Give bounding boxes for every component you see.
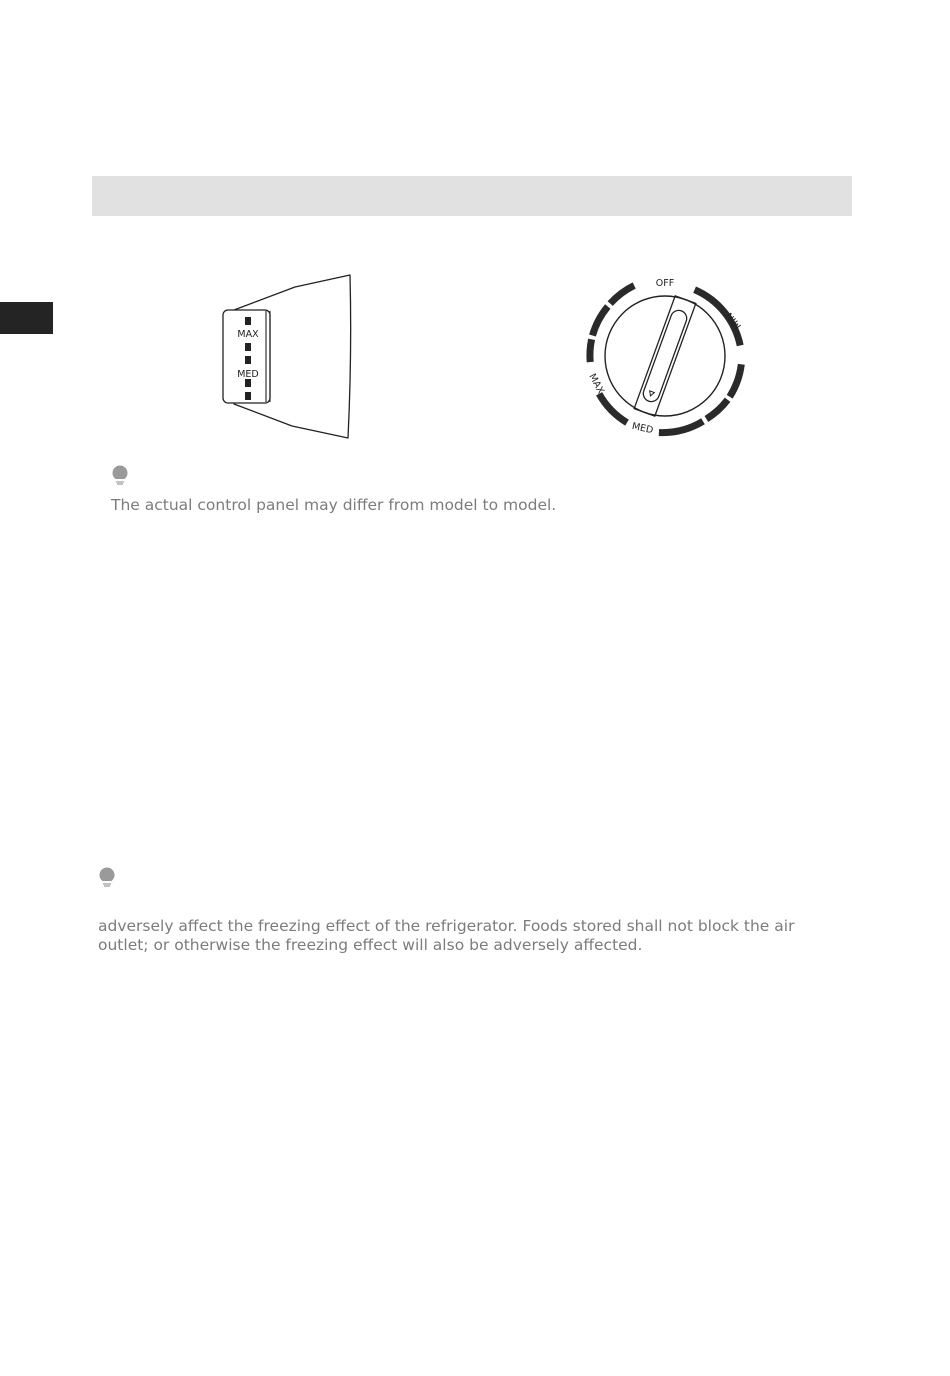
dial-arc-upper-left bbox=[610, 286, 634, 304]
dial-label-off: OFF bbox=[655, 278, 675, 289]
lightbulb-icon bbox=[110, 465, 130, 487]
scale-mark bbox=[245, 317, 251, 325]
slider-label-med: MED bbox=[237, 369, 259, 380]
dial-control-figure bbox=[570, 262, 760, 442]
tip-note-control-panel: The actual control panel may differ from model to model. bbox=[111, 496, 557, 514]
dial-arc-bottom bbox=[659, 421, 703, 432]
scale-mark bbox=[245, 343, 251, 351]
tip-note-line: adversely affect the freezing effect of the refrigerator. Foods stored shall not block the air bbox=[98, 917, 795, 935]
lightbulb-icon bbox=[97, 867, 117, 889]
dial-control-illustration bbox=[570, 262, 760, 442]
dial-arc-left bbox=[593, 307, 608, 336]
scale-mark bbox=[245, 392, 251, 400]
dial-label-max: MAX bbox=[586, 371, 607, 396]
slider-label-max: MAX bbox=[237, 329, 259, 340]
language-side-tab bbox=[0, 302, 53, 334]
slider-control-figure bbox=[200, 260, 370, 450]
section-header-band bbox=[92, 176, 852, 216]
dial-label-med: MED bbox=[630, 420, 655, 437]
dial-arc-lower-left bbox=[590, 339, 592, 362]
scale-mark bbox=[245, 356, 251, 364]
tip-note-freezing-effect bbox=[98, 917, 794, 955]
dial-arc-lower-right bbox=[706, 400, 727, 419]
slider-control-illustration bbox=[200, 260, 370, 450]
tip-note-line: outlet; or otherwise the freezing effect will also be adversely affected. bbox=[98, 936, 643, 954]
dial-label-min: MIN bbox=[724, 310, 744, 332]
dial-arc-right bbox=[730, 364, 742, 396]
scale-mark bbox=[245, 379, 251, 387]
dial-knob bbox=[605, 296, 725, 416]
